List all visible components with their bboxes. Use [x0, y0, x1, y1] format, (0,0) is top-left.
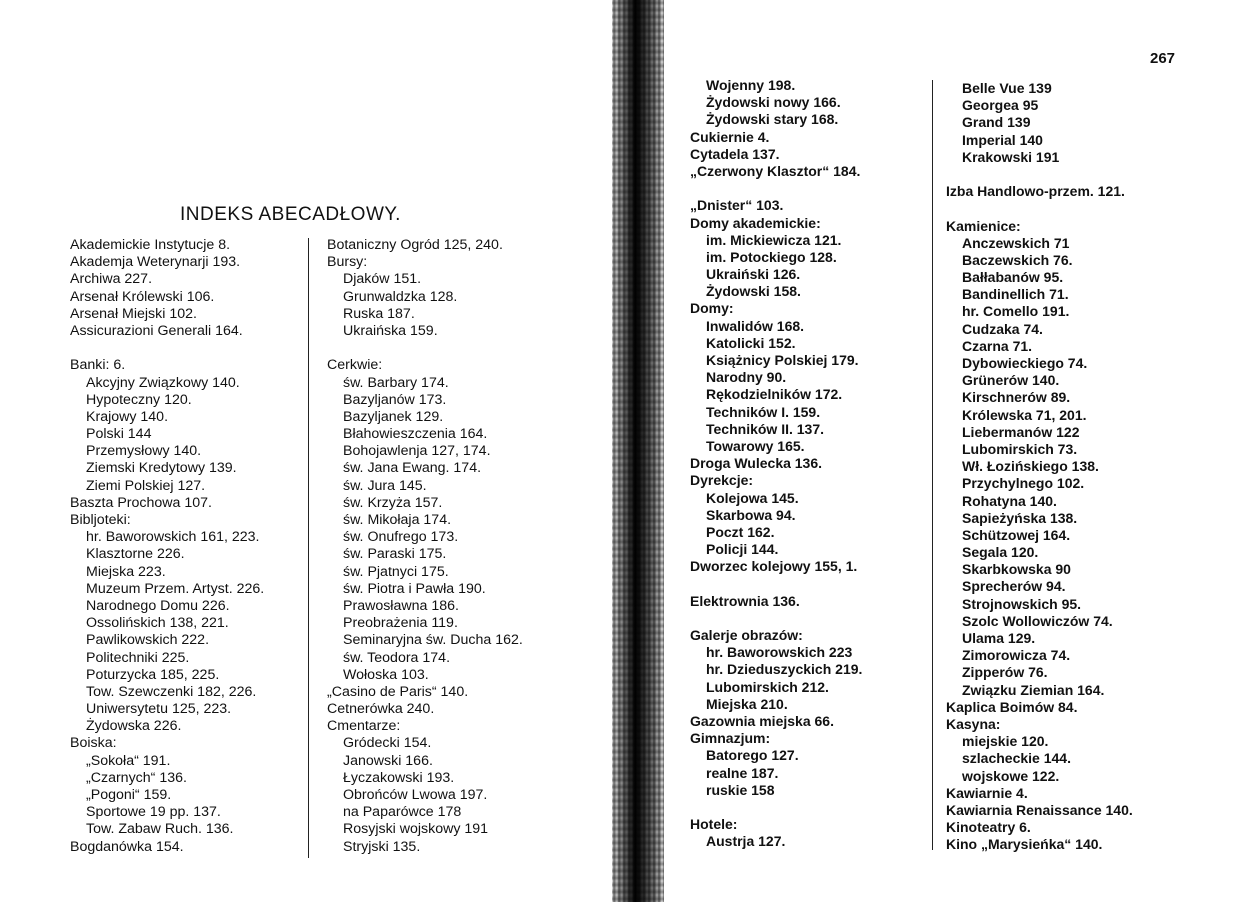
- index-subentry: Narodnego Domu 226.: [86, 597, 230, 614]
- index-subentry: Narodny 90.: [706, 369, 787, 386]
- index-subentry: Szolc Wollowiczów 74.: [962, 612, 1113, 629]
- index-subentry: Techników I. 159.: [706, 403, 821, 420]
- index-entry: Elektrownia 136.: [690, 592, 800, 609]
- index-subentry: Uniwersytetu 125, 223.: [86, 701, 232, 718]
- index-subentry: Poczt 162.: [706, 523, 775, 540]
- index-subentry: św. Barbary 174.: [343, 374, 449, 391]
- index-subentry: Ziemski Kredytowy 139.: [86, 460, 237, 477]
- index-subentry: Techników II. 137.: [706, 420, 825, 437]
- index-subentry: Poturzycka 185, 225.: [86, 666, 220, 683]
- spacer: [946, 200, 1133, 217]
- index-subentry: św. Teodora 174.: [343, 649, 451, 666]
- index-subentry: Dybowieckiego 74.: [962, 355, 1088, 371]
- index-subentry: św. Mikołaja 174.: [343, 512, 452, 528]
- index-subentry: św. Piotra i Pawła 190.: [343, 580, 486, 597]
- index-subentry: św. Jura 145.: [343, 477, 427, 494]
- index-subentry: Janowski 166.: [343, 752, 433, 769]
- index-subentry: Ruska 187.: [343, 305, 415, 322]
- page-number: 267: [1150, 50, 1176, 67]
- index-subentry: Ulama 129.: [962, 630, 1036, 646]
- index-subentry: Pawlikowskich 222.: [86, 632, 210, 649]
- index-entry: Arsenał Królewski 106.: [70, 288, 215, 305]
- index-subentry: Przemysłowy 140.: [86, 443, 202, 460]
- index-entry: „Casino de Paris“ 140.: [327, 683, 469, 700]
- index-subentry: Żydowski stary 168.: [706, 111, 839, 128]
- index-subentry: Bohojawlenja 127, 174.: [343, 443, 491, 460]
- column-divider-left: [308, 238, 309, 858]
- index-subentry: Wołoska 103.: [343, 666, 429, 683]
- index-subentry: Stryjski 135.: [343, 838, 421, 855]
- index-subentry: Skarbkowska 90: [962, 561, 1071, 578]
- spacer: [690, 610, 862, 627]
- index-subentry: Tow. Szewczenki 182, 226.: [86, 683, 257, 700]
- index-subentry: wojskowe 122.: [962, 767, 1060, 784]
- index-subentry: Obrońców Lwowa 197.: [343, 787, 488, 803]
- index-entry: Kasyna:: [946, 715, 1001, 732]
- index-subentry: Baczewskich 76.: [962, 251, 1073, 268]
- spacer: [946, 166, 1133, 183]
- index-subentry: św. Krzyża 157.: [343, 494, 443, 511]
- index-entry: Akademickie Instytucje 8.: [70, 237, 231, 253]
- index-subentry: hr. Comello 191.: [962, 303, 1070, 320]
- index-entry: Gimnazjum:: [690, 730, 771, 747]
- index-subentry: im. Mickiewicza 121.: [706, 231, 842, 248]
- index-subentry: Bandinellich 71.: [962, 286, 1069, 303]
- index-entry: Boiska:: [70, 735, 117, 752]
- index-subentry: Czarna 71.: [962, 337, 1033, 354]
- index-subentry: Austrja 127.: [706, 833, 786, 850]
- index-subentry: Ossolińskich 138, 221.: [86, 615, 229, 632]
- index-subentry: Łyczakowski 193.: [343, 769, 455, 786]
- index-subentry: Bazyljanów 173.: [343, 391, 447, 408]
- index-entry: Cytadela 137.: [690, 145, 780, 162]
- index-subentry: hr. Baworowskich 223: [706, 644, 853, 661]
- index-subentry: Skarbowa 94.: [706, 506, 796, 523]
- index-subentry: Polski 144: [86, 426, 152, 443]
- index-entry: Izba Handlowo-przem. 121.: [946, 183, 1125, 200]
- spacer: [690, 575, 862, 592]
- index-entry: Domy:: [690, 300, 734, 317]
- index-subentry: Rohatyna 140.: [962, 492, 1057, 509]
- index-column-4: [946, 80, 1133, 853]
- index-subentry: Strojnowskich 95.: [962, 595, 1082, 612]
- index-subentry: Prawosławna 186.: [343, 597, 459, 614]
- index-entry: Cmentarze:: [327, 718, 401, 735]
- index-subentry: szlacheckie 144.: [962, 750, 1071, 767]
- index-subentry: Ukraińska 159.: [343, 322, 438, 339]
- index-entry: Arsenał Miejski 102.: [70, 305, 197, 322]
- index-subentry: Liebermanów 122: [962, 423, 1080, 440]
- index-subentry: Krajowy 140.: [86, 408, 169, 425]
- index-subentry: Żydowska 226.: [86, 718, 182, 735]
- index-subentry: Grunwaldzka 128.: [343, 288, 458, 305]
- index-subentry: św. Paraski 175.: [343, 546, 447, 563]
- page-title: INDEKS ABECADŁOWY.: [180, 204, 401, 225]
- index-entry: Kaplica Boimów 84.: [946, 698, 1078, 715]
- index-subentry: Belle Vue 139: [962, 80, 1052, 96]
- index-subentry: Lubomirskich 212.: [706, 678, 829, 695]
- index-subentry: Gródecki 154.: [343, 735, 432, 752]
- index-subentry: Związku Ziemian 164.: [962, 681, 1105, 698]
- index-subentry: Kolejowa 145.: [706, 489, 799, 506]
- index-subentry: Błahowieszczenia 164.: [343, 426, 488, 443]
- index-subentry: Djaków 151.: [343, 271, 422, 288]
- index-subentry: ruskie 158: [706, 781, 775, 798]
- index-subentry: Politechniki 225.: [86, 649, 190, 666]
- index-entry: Kawiarnia Renaissance 140.: [946, 801, 1133, 818]
- index-subentry: Policji 144.: [706, 541, 779, 558]
- index-column-1: [70, 237, 264, 856]
- index-entry: Cukiernie 4.: [690, 128, 770, 145]
- index-subentry: św. Onufrego 173.: [343, 529, 459, 546]
- index-subentry: Książnicy Polskiej 179.: [706, 352, 859, 368]
- index-entry: Assicurazioni Generali 164.: [70, 322, 243, 339]
- index-subentry: im. Potockiego 128.: [706, 248, 837, 265]
- index-subentry: Tow. Zabaw Ruch. 136.: [86, 821, 234, 838]
- spacer: [70, 340, 264, 357]
- index-entry: Hotele:: [690, 816, 738, 833]
- index-subentry: Imperial 140: [962, 131, 1043, 148]
- index-entry: Bursy:: [327, 254, 368, 271]
- index-column-2: [327, 237, 523, 856]
- index-subentry: Inwalidów 168.: [706, 317, 805, 334]
- index-entry: Kinoteatry 6.: [946, 819, 1031, 836]
- index-subentry: Grünerów 140.: [962, 372, 1060, 389]
- index-subentry: realne 187.: [706, 764, 779, 781]
- index-subentry: Ukraiński 126.: [706, 266, 801, 283]
- index-subentry: Preobrażenia 119.: [343, 615, 458, 632]
- index-subentry: Lubomirskich 73.: [962, 440, 1078, 457]
- index-subentry: „Pogoni“ 159.: [86, 787, 172, 803]
- index-entry: Botaniczny Ogród 125, 240.: [327, 237, 503, 253]
- index-subentry: Hypoteczny 120.: [86, 391, 192, 408]
- index-subentry: Schützowej 164.: [962, 526, 1071, 543]
- index-subentry: Bazyljanek 129.: [343, 408, 444, 425]
- index-subentry: Kirschnerów 89.: [962, 389, 1071, 406]
- index-subentry: Miejska 210.: [706, 695, 788, 712]
- index-subentry: Towarowy 165.: [706, 437, 805, 454]
- index-subentry: hr. Dzieduszyckich 219.: [706, 661, 863, 678]
- index-entry: Dworzec kolejowy 155, 1.: [690, 558, 858, 575]
- index-subentry: Segala 120.: [962, 544, 1039, 561]
- index-entry: Archiwa 227.: [70, 271, 153, 288]
- index-entry: Dyrekcje:: [690, 472, 754, 489]
- index-subentry: Królewska 71, 201.: [962, 406, 1087, 423]
- index-subentry: Wł. Łozińskiego 138.: [962, 458, 1099, 475]
- index-subentry: miejskie 120.: [962, 733, 1049, 750]
- index-entry: Kawiarnie 4.: [946, 784, 1028, 801]
- index-subentry: św. Jana Ewang. 174.: [343, 460, 482, 477]
- index-subentry: Sapieżyńska 138.: [962, 509, 1078, 526]
- index-entry: „Dnister“ 103.: [690, 197, 784, 214]
- index-subentry: Batorego 127.: [706, 747, 799, 764]
- index-subentry: „Czarnych“ 136.: [86, 769, 187, 786]
- index-subentry: Żydowski nowy 166.: [706, 94, 841, 111]
- index-subentry: Zimorowicza 74.: [962, 647, 1071, 664]
- index-subentry: Cudzaka 74.: [962, 320, 1043, 337]
- index-subentry: św. Pjatnyci 175.: [343, 563, 449, 580]
- index-subentry: Sportowe 19 pp. 137.: [86, 804, 221, 821]
- spacer: [690, 799, 862, 816]
- index-subentry: na Paparówce 178: [343, 804, 462, 821]
- index-subentry: Katolicki 152.: [706, 334, 796, 351]
- index-subentry: hr. Baworowskich 161, 223.: [86, 529, 260, 546]
- index-subentry: Rękodzielników 172.: [706, 386, 843, 403]
- spacer: [327, 340, 523, 357]
- index-subentry: Seminaryjna św. Ducha 162.: [343, 632, 523, 649]
- column-divider-right: [932, 80, 933, 850]
- index-subentry: Grand 139: [962, 114, 1031, 131]
- index-entry: Baszta Prochowa 107.: [70, 494, 212, 511]
- index-subentry: Wojenny 198.: [706, 77, 796, 93]
- index-subentry: Georgea 95: [962, 97, 1039, 114]
- index-entry: Banki: 6.: [70, 357, 126, 374]
- index-column-3: [690, 77, 862, 850]
- index-subentry: „Sokoła“ 191.: [86, 752, 171, 769]
- index-subentry: Ziemi Polskiej 127.: [86, 477, 206, 494]
- index-entry: Domy akademickie:: [690, 214, 821, 231]
- index-entry: Cetnerówka 240.: [327, 701, 435, 718]
- index-entry: Cerkwie:: [327, 357, 383, 374]
- index-entry: Bogdanówka 154.: [70, 838, 184, 855]
- index-subentry: Sprecherów 94.: [962, 578, 1066, 595]
- index-subentry: Akcyjny Związkowy 140.: [86, 374, 240, 391]
- index-subentry: Przychylnego 102.: [962, 475, 1085, 492]
- index-subentry: Anczewskich 71: [962, 234, 1070, 251]
- index-entry: „Czerwony Klasztor“ 184.: [690, 162, 861, 179]
- index-subentry: Żydowski 158.: [706, 283, 801, 300]
- index-entry: Galerje obrazów:: [690, 627, 803, 643]
- index-subentry: Krakowski 191: [962, 148, 1060, 165]
- index-entry: Kamienice:: [946, 217, 1021, 234]
- index-subentry: Miejska 223.: [86, 563, 166, 580]
- index-entry: Droga Wulecka 136.: [690, 455, 823, 472]
- spacer: [690, 180, 862, 197]
- index-subentry: Bałłabanów 95.: [962, 269, 1064, 286]
- index-entry: Akademja Weterynarji 193.: [70, 254, 241, 271]
- index-subentry: Rosyjski wojskowy 191: [343, 821, 489, 838]
- index-subentry: Zipperów 76.: [962, 664, 1048, 681]
- index-subentry: Muzeum Przem. Artyst. 226.: [86, 580, 265, 597]
- index-subentry: Klasztorne 226.: [86, 546, 185, 563]
- index-entry: Gazownia miejska 66.: [690, 712, 834, 729]
- index-entry: Bibljoteki:: [70, 512, 131, 528]
- index-entry: Kino „Marysieńka“ 140.: [946, 836, 1103, 853]
- book-gutter: [612, 0, 664, 902]
